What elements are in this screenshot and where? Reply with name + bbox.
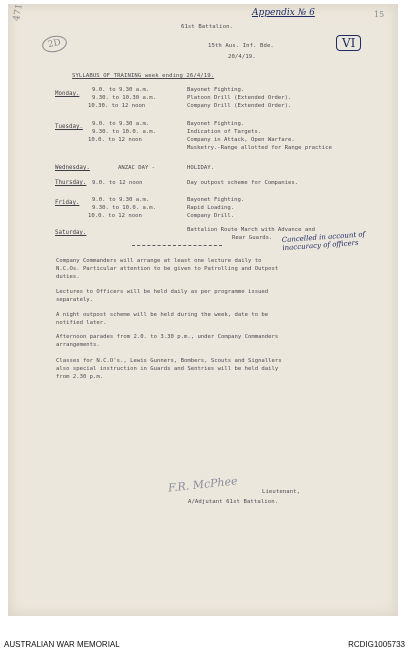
paragraph-lectures-ncos: Company Commanders will arrange at least one lecture daily to N.C.Os. Particular attention to be given to Patrolling and Outpost duties. <box>56 258 279 281</box>
schedule-time: 10.30. to 12 noon <box>88 103 146 109</box>
schedule-time: 10.0. to 12 noon <box>88 137 142 143</box>
schedule-time: 9.0. to 9.30 a.m. <box>92 121 150 127</box>
appendix-label: Appendix № 6 <box>252 8 315 18</box>
schedule-activity: Battalion Route March with Advance and <box>187 227 315 233</box>
schedule-activity: Rapid Loading. <box>187 205 235 211</box>
schedule-activity: Company Drill. <box>187 213 235 219</box>
roman-numeral-mark: VI <box>336 35 361 51</box>
day-label-thursday: Thursday. <box>55 180 87 186</box>
schedule-time: 10.0. to 12 noon <box>88 213 142 219</box>
signatory-rank: Lieutenant, <box>262 489 301 495</box>
section-divider <box>132 245 222 246</box>
document-title: SYLLABUS OF TRAINING week ending 26/4/19. <box>72 73 215 79</box>
schedule-activity: Bayonet Fighting. <box>187 197 245 203</box>
circled-mark: 2D <box>41 34 69 55</box>
schedule-activity: Day outpost scheme for Companies. <box>187 180 299 186</box>
brigade-name: 15th Aus. Inf. Bde. <box>208 43 274 49</box>
schedule-time: ANZAC DAY - <box>118 165 156 171</box>
footer-institution: AUSTRALIAN WAR MEMORIAL <box>4 640 120 649</box>
schedule-activity: Bayonet Fighting. <box>187 121 245 127</box>
footer-reference-id: RCDIG1005733 <box>348 640 405 649</box>
schedule-time: 9.30. to 10.0. a.m. <box>92 205 156 211</box>
day-label-saturday: Saturday. <box>55 230 87 236</box>
schedule-time: 9.0. to 9.30 a.m. <box>92 87 150 93</box>
document-date: 20/4/19. <box>228 54 256 60</box>
schedule-activity: Rear Guards. <box>232 235 273 241</box>
handwritten-signature: F.R. McPhee <box>167 474 239 495</box>
schedule-time: 9.0. to 12 noon <box>92 180 143 186</box>
schedule-time: 9.30. to 10.0. a.m. <box>92 129 156 135</box>
paragraph-classes: Classes for N.C.O's., Lewis Gunners, Bombers, Scouts and Signallers also special instruction in Guards and Sentries will be held daily from 2.30 p.m. <box>56 358 282 381</box>
paragraph-night-outpost: A night outpost scheme will be held during the week, date to be notified later. <box>56 312 269 327</box>
schedule-time: 9.0. to 9.30 a.m. <box>92 197 150 203</box>
handwritten-cancellation-note: Cancelled in account of inaccuracy of officers <box>281 230 366 253</box>
day-label-friday: Friday. <box>55 200 80 206</box>
paragraph-afternoon-parades: Afternoon parades from 2.0. to 3.30 p.m., under Company Commanders arrangements. <box>56 334 279 349</box>
schedule-activity: Musketry.-Range allotted for Range practice <box>187 145 332 151</box>
archive-footer <box>0 638 409 654</box>
schedule-activity: Company in Attack, Open Warfare. <box>187 137 295 143</box>
page-number: 15 <box>374 10 385 19</box>
paragraph-lectures-officers: Lectures to Officers will be held daily as per programme issued separately. <box>56 289 269 304</box>
day-label-tuesday: Tuesday. <box>55 124 83 130</box>
battalion-name: 61st Battalion. <box>181 24 234 30</box>
schedule-activity: HOLIDAY. <box>187 165 214 171</box>
schedule-activity: Company Drill (Extended Order). <box>187 103 292 109</box>
day-label-wednesday: Wednesday. <box>55 165 90 171</box>
schedule-activity: Indication of Targets. <box>187 129 262 135</box>
schedule-activity: Bayonet Fighting. <box>187 87 245 93</box>
day-label-monday: Monday. <box>55 91 80 97</box>
schedule-activity: Platoon Drill (Extended Order). <box>187 95 292 101</box>
pencil-reference-number: 471 <box>12 3 25 22</box>
schedule-time: 9.30. to 10.30 a.m. <box>92 95 156 101</box>
signatory-appointment: A/Adjutant 61st Battalion. <box>188 499 279 505</box>
